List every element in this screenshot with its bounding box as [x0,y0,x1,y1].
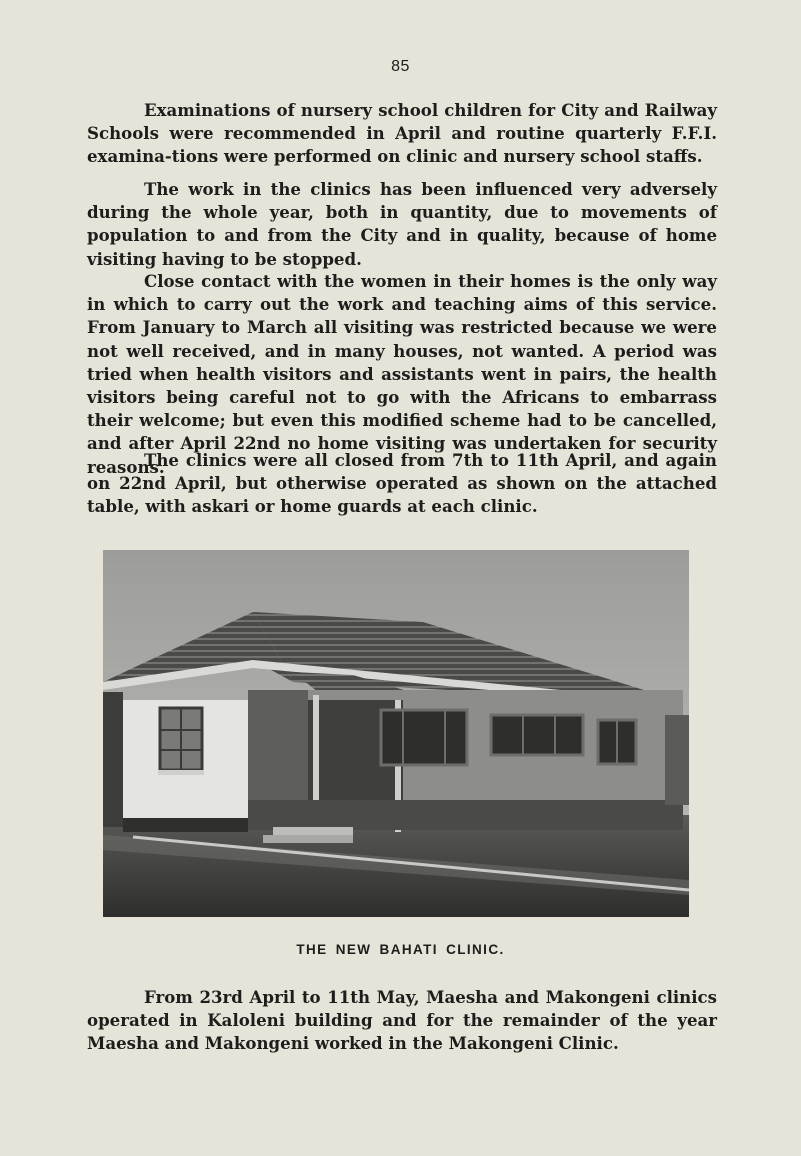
paragraph-clinic-closures: The clinics were all closed from 7th to 11th April, and again on 22nd April, but otherwise operated as shown on the attached table, with askari or home guards at each clinic. [87,450,717,517]
paragraph-home-visiting: Close contact with the women in their homes is the only way in which to carry out the work and teaching aims of this service. From January to March all visiting was restricted because we were not well received, and in many houses, not wanted. A period was tried when health visitors and assistants went in pairs, the health visitors being careful not to go with the Africans to embarrass their welcome; but even this modified scheme had to be cancelled, and after April 22nd no home visiting was undertaken for security reasons. [87,271,717,477]
page-number: 85 [391,58,410,75]
paragraph-clinic-work: The work in the clinics has been influenced very adversely during the whole year, both in quantity, due to movements of population to and from the City and in quality, because of home visiting having to be stopped. [87,179,717,269]
photo-caption: THE NEW BAHATI CLINIC. [296,942,505,957]
clinic-photograph [103,550,689,917]
paragraph-maesha-makongeni: From 23rd April to 11th May, Maesha and Makongeni clinics operated in Kaloleni building and for the remainder of the year Maesha and Makongeni worked in the Makongeni Clinic. [87,987,717,1054]
clinic-building-illustration [103,550,689,917]
paragraph-nursery-examinations: Examinations of nursery school children for City and Railway Schools were recommended in April and routine quarterly F.F.I. examina-tions were performed on clinic and nursery school staffs. [87,100,717,167]
